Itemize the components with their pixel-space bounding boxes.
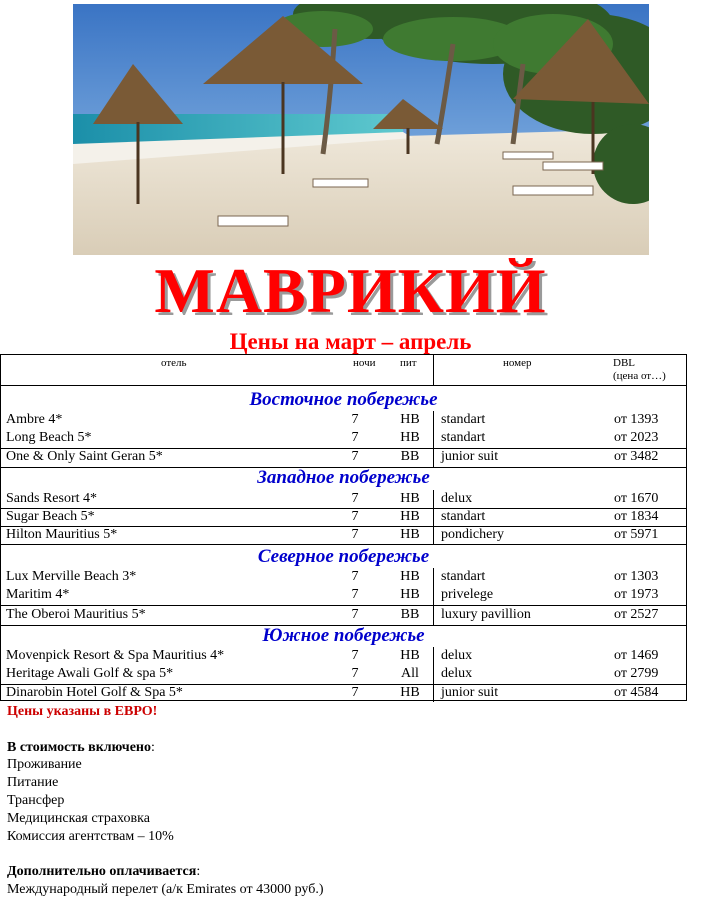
- hotel-name: Long Beach 5*: [6, 430, 92, 445]
- meal-plan: BB: [400, 449, 420, 464]
- table-row: [1, 568, 686, 586]
- included-item: Медицинская страховка: [7, 810, 150, 826]
- region-heading: Восточное побережье: [249, 389, 438, 410]
- included-item: Проживание: [7, 757, 82, 773]
- extra-heading: [7, 863, 687, 881]
- price: от 4584: [614, 685, 659, 700]
- table-row: [1, 411, 686, 429]
- room-type: standart: [441, 509, 486, 524]
- header-hotel: отель: [161, 357, 187, 369]
- extra-title: Дополнительно оплачивается: [7, 864, 197, 880]
- room-type: junior suit: [441, 449, 499, 464]
- nights-count: 7: [351, 569, 359, 584]
- header-price: [613, 357, 666, 383]
- divider: [1, 544, 686, 545]
- included-item: Комиссия агентствам – 10%: [7, 828, 174, 844]
- price: от 5971: [614, 527, 659, 542]
- room-type: luxury pavillion: [441, 607, 531, 622]
- extra-colon: :: [196, 864, 201, 880]
- region-heading: Западное побережье: [257, 467, 430, 488]
- divider: [1, 385, 686, 386]
- included-item: Трансфер: [7, 792, 65, 808]
- table-row: [1, 508, 686, 526]
- included-title: В стоимость включено: [7, 739, 151, 755]
- price-table: [0, 354, 687, 701]
- meal-plan: HB: [400, 569, 420, 584]
- meal-plan: HB: [400, 509, 420, 524]
- divider: [433, 355, 434, 385]
- table-row: [1, 684, 686, 702]
- hotel-name: Ambre 4*: [6, 412, 63, 427]
- meal-plan: HB: [400, 527, 420, 542]
- meal-plan: HB: [400, 491, 420, 506]
- nights-count: 7: [351, 587, 359, 602]
- meal-plan: HB: [400, 648, 420, 663]
- price: от 1973: [614, 587, 659, 602]
- price: от 1469: [614, 648, 659, 663]
- hotel-name: Hilton Mauritius 5*: [6, 527, 118, 542]
- notes: [7, 703, 687, 899]
- table-row: [1, 647, 686, 665]
- table-row: [1, 665, 686, 683]
- included-item: Питание: [7, 775, 59, 791]
- price: от 1303: [614, 569, 659, 584]
- price: от 2023: [614, 430, 659, 445]
- table-row: [1, 586, 686, 604]
- header-nights: ночи: [353, 357, 376, 369]
- nights-count: 7: [351, 412, 359, 427]
- hotel-name: One & Only Saint Geran 5*: [6, 449, 163, 464]
- hotel-name: Movenpick Resort & Spa Mauritius 4*: [6, 648, 225, 663]
- page-title: МАВРИКИЙ: [154, 255, 547, 326]
- header-meal: пит: [400, 357, 417, 369]
- room-type: junior suit: [441, 685, 499, 700]
- hotel-name: The Oberoi Mauritius 5*: [6, 607, 146, 622]
- meal-plan: HB: [400, 412, 420, 427]
- room-type: delux: [441, 491, 473, 506]
- room-type: standart: [441, 430, 486, 445]
- table-row: [1, 429, 686, 447]
- price: от 2527: [614, 607, 659, 622]
- nights-count: 7: [351, 527, 359, 542]
- hotel-name: Sands Resort 4*: [6, 491, 97, 506]
- included-heading: [7, 739, 687, 757]
- included-colon: :: [150, 739, 155, 755]
- nights-count: 7: [351, 430, 359, 445]
- meal-plan: HB: [400, 587, 420, 602]
- table-row: [1, 606, 686, 624]
- nights-count: 7: [351, 685, 359, 700]
- nights-count: 7: [351, 607, 359, 622]
- table-row: [1, 448, 686, 466]
- spacer: [7, 721, 687, 739]
- price: от 1393: [614, 412, 659, 427]
- room-type: delux: [441, 648, 473, 663]
- header-room: номер: [503, 357, 532, 369]
- nights-count: 7: [351, 509, 359, 524]
- hotel-name: Lux Merville Beach 3*: [6, 569, 137, 584]
- header-price-line2: (цена от…): [613, 370, 666, 382]
- table-row: [1, 490, 686, 508]
- meal-plan: HB: [400, 430, 420, 445]
- nights-count: 7: [351, 648, 359, 663]
- region-heading: Южное побережье: [262, 625, 425, 646]
- hotel-name: Maritim 4*: [6, 587, 70, 602]
- room-type: standart: [441, 412, 486, 427]
- spacer: [7, 845, 687, 863]
- price: от 1670: [614, 491, 659, 506]
- hotel-name: Sugar Beach 5*: [6, 509, 95, 524]
- hotel-name: Dinarobin Hotel Golf & Spa 5*: [6, 685, 183, 700]
- nights-count: 7: [351, 491, 359, 506]
- room-type: delux: [441, 666, 473, 681]
- extra-item: Международный перелет (а/к Emirates от 43000 руб.): [7, 881, 324, 897]
- price: от 3482: [614, 449, 659, 464]
- room-type: privelege: [441, 587, 494, 602]
- room-type: pondichery: [441, 527, 504, 542]
- nights-count: 7: [351, 666, 359, 681]
- currency-note: Цены указаны в ЕВРО!: [7, 704, 158, 719]
- nights-count: 7: [351, 449, 359, 464]
- price: от 1834: [614, 509, 659, 524]
- meal-plan: BB: [400, 607, 420, 622]
- page-subtitle: Цены на март – апрель: [229, 329, 472, 354]
- hotel-name: Heritage Awali Golf & spa 5*: [6, 666, 174, 681]
- price: от 2799: [614, 666, 659, 681]
- meal-plan: HB: [400, 685, 420, 700]
- region-heading: Северное побережье: [257, 546, 430, 567]
- room-type: standart: [441, 569, 486, 584]
- table-row: [1, 526, 686, 544]
- header-price-line1: DBL: [613, 357, 635, 369]
- hero-photo-beach: [73, 4, 649, 255]
- meal-plan: All: [401, 666, 419, 681]
